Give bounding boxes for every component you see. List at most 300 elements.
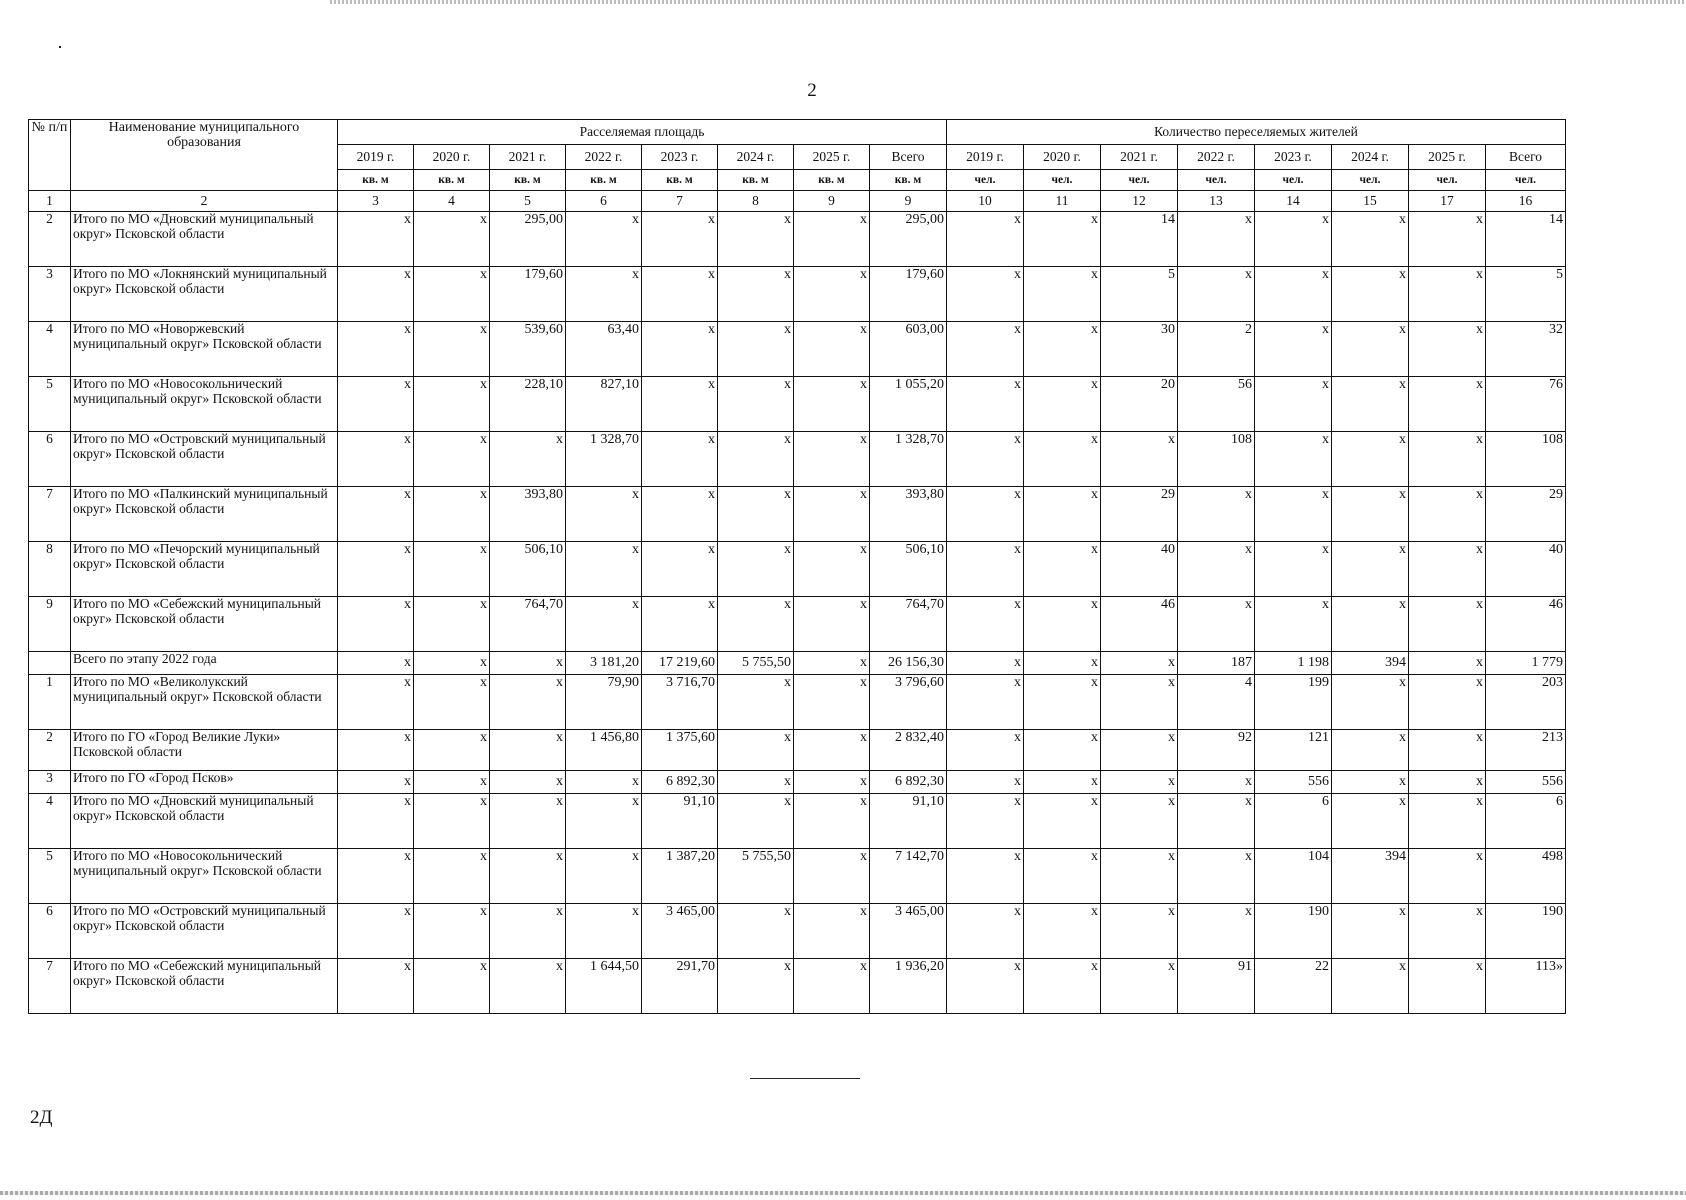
area-cell: 3 465,00 — [870, 904, 947, 959]
people-cell: 30 — [1101, 322, 1178, 377]
area-cell: x — [414, 959, 490, 1014]
people-cell: x — [947, 212, 1024, 267]
people-cell: x — [1024, 267, 1101, 322]
people-cell: x — [947, 487, 1024, 542]
area-cell: 6 892,30 — [870, 771, 947, 794]
header-col-index: 9 — [794, 191, 870, 212]
area-cell: 3 716,70 — [642, 675, 718, 730]
area-cell: x — [338, 212, 414, 267]
people-cell: x — [947, 794, 1024, 849]
people-cell: 5 — [1486, 267, 1566, 322]
people-cell: 20 — [1101, 377, 1178, 432]
header-num: № п/п — [29, 120, 71, 191]
area-cell: x — [718, 675, 794, 730]
area-cell: x — [642, 322, 718, 377]
area-cell: x — [718, 959, 794, 1014]
header-year-people: 2020 г. — [1024, 145, 1101, 170]
area-cell: x — [338, 487, 414, 542]
header-year-area: 2023 г. — [642, 145, 718, 170]
people-cell: 32 — [1486, 322, 1566, 377]
area-cell: x — [338, 675, 414, 730]
people-cell: 498 — [1486, 849, 1566, 904]
header-group-area: Расселяемая площадь — [338, 120, 947, 145]
people-cell: x — [1178, 904, 1255, 959]
people-cell: 40 — [1101, 542, 1178, 597]
people-cell: x — [1178, 849, 1255, 904]
people-cell: 6 — [1255, 794, 1332, 849]
area-cell: x — [490, 771, 566, 794]
area-cell: x — [414, 771, 490, 794]
header-unit-people: чел. — [1101, 170, 1178, 191]
people-cell: x — [1332, 730, 1409, 771]
area-cell: x — [642, 267, 718, 322]
area-cell: x — [490, 432, 566, 487]
people-cell: 1 779 — [1486, 652, 1566, 675]
people-cell: x — [1024, 377, 1101, 432]
people-cell: x — [1332, 542, 1409, 597]
area-cell: x — [566, 771, 642, 794]
municipality-name: Всего по этапу 2022 года — [71, 652, 338, 675]
header-col-index: 16 — [1486, 191, 1566, 212]
people-cell: x — [1332, 267, 1409, 322]
area-cell: 393,80 — [870, 487, 947, 542]
area-cell: x — [566, 849, 642, 904]
municipality-name: Итого по МО «Печорский муниципальный округ» Псковской области — [71, 542, 338, 597]
area-cell: x — [338, 322, 414, 377]
municipality-name: Итого по МО «Новоржевский муниципальный округ» Псковской области — [71, 322, 338, 377]
table-row — [29, 652, 1566, 675]
people-cell: x — [1101, 771, 1178, 794]
header-col-index: 11 — [1024, 191, 1101, 212]
people-cell: x — [1178, 487, 1255, 542]
people-cell: x — [1178, 542, 1255, 597]
people-cell: 14 — [1101, 212, 1178, 267]
row-number: 6 — [29, 904, 71, 959]
people-cell: 46 — [1486, 597, 1566, 652]
area-cell: x — [794, 652, 870, 675]
row-number: 3 — [29, 771, 71, 794]
row-number — [29, 652, 71, 675]
area-cell: x — [718, 794, 794, 849]
people-cell: x — [1255, 267, 1332, 322]
header-group-people: Количество переселяемых жителей — [947, 120, 1566, 145]
area-cell: x — [794, 771, 870, 794]
people-cell: 394 — [1332, 849, 1409, 904]
area-cell: 3 181,20 — [566, 652, 642, 675]
area-cell: 1 055,20 — [870, 377, 947, 432]
area-cell: x — [490, 652, 566, 675]
area-cell: x — [338, 771, 414, 794]
people-cell: x — [947, 849, 1024, 904]
municipality-name: Итого по МО «Себежский муниципальный округ» Псковской области — [71, 959, 338, 1014]
people-cell: x — [1255, 597, 1332, 652]
people-cell: x — [1024, 675, 1101, 730]
header-unit-area: кв. м — [870, 170, 947, 191]
people-cell: x — [947, 267, 1024, 322]
header-unit-people: чел. — [1024, 170, 1101, 191]
area-cell: x — [566, 267, 642, 322]
people-cell: 108 — [1486, 432, 1566, 487]
header-year-area: 2025 г. — [794, 145, 870, 170]
header-col-index: 8 — [718, 191, 794, 212]
area-cell: x — [794, 322, 870, 377]
area-cell: 1 644,50 — [566, 959, 642, 1014]
municipality-name: Итого по МО «Дновский муниципальный округ» Псковской области — [71, 212, 338, 267]
people-cell: x — [1255, 432, 1332, 487]
people-cell: x — [1024, 730, 1101, 771]
area-cell: 295,00 — [490, 212, 566, 267]
municipality-name: Итого по МО «Островский муниципальный округ» Псковской области — [71, 904, 338, 959]
people-cell: 29 — [1486, 487, 1566, 542]
people-cell: 113» — [1486, 959, 1566, 1014]
area-cell: 5 755,50 — [718, 652, 794, 675]
area-cell: x — [566, 542, 642, 597]
area-cell: x — [414, 432, 490, 487]
area-cell: 603,00 — [870, 322, 947, 377]
area-cell: x — [718, 212, 794, 267]
people-cell: x — [1024, 432, 1101, 487]
table-row — [29, 959, 1566, 1014]
header-unit-area: кв. м — [566, 170, 642, 191]
area-cell: x — [642, 377, 718, 432]
area-cell: x — [794, 904, 870, 959]
area-cell: x — [414, 212, 490, 267]
people-cell: x — [1409, 322, 1486, 377]
row-number: 6 — [29, 432, 71, 487]
area-cell: x — [338, 432, 414, 487]
header-year-people: 2023 г. — [1255, 145, 1332, 170]
area-cell: x — [642, 542, 718, 597]
header-col-index: 7 — [642, 191, 718, 212]
row-number: 9 — [29, 597, 71, 652]
header-col-index: 4 — [414, 191, 490, 212]
header-year-area: 2021 г. — [490, 145, 566, 170]
people-cell: x — [1024, 771, 1101, 794]
people-cell: 91 — [1178, 959, 1255, 1014]
area-cell: 764,70 — [490, 597, 566, 652]
people-cell: 203 — [1486, 675, 1566, 730]
area-cell: x — [642, 487, 718, 542]
people-cell: x — [1024, 849, 1101, 904]
area-cell: 3 796,60 — [870, 675, 947, 730]
people-cell: 56 — [1178, 377, 1255, 432]
area-cell: 7 142,70 — [870, 849, 947, 904]
area-cell: x — [414, 597, 490, 652]
people-cell: x — [947, 652, 1024, 675]
area-cell: x — [338, 794, 414, 849]
people-cell: 190 — [1255, 904, 1332, 959]
people-cell: x — [947, 432, 1024, 487]
header-col-index: 12 — [1101, 191, 1178, 212]
people-cell: x — [1332, 597, 1409, 652]
area-cell: 295,00 — [870, 212, 947, 267]
area-cell: x — [338, 904, 414, 959]
row-number: 1 — [29, 675, 71, 730]
area-cell: x — [718, 432, 794, 487]
table-row — [29, 794, 1566, 849]
area-cell: 1 375,60 — [642, 730, 718, 771]
area-cell: x — [414, 652, 490, 675]
header-col-index: 2 — [71, 191, 338, 212]
people-cell: x — [1024, 959, 1101, 1014]
row-number: 4 — [29, 322, 71, 377]
municipality-name: Итого по МО «Себежский муниципальный округ» Псковской области — [71, 597, 338, 652]
area-cell: x — [414, 267, 490, 322]
table-row — [29, 730, 1566, 771]
table-row — [29, 432, 1566, 487]
area-cell: 1 936,20 — [870, 959, 947, 1014]
people-cell: x — [1409, 377, 1486, 432]
header-name: Наименование муниципального образования — [71, 120, 338, 191]
area-cell: x — [338, 849, 414, 904]
document-stamp: 2Д — [30, 1107, 53, 1128]
people-cell: 4 — [1178, 675, 1255, 730]
header-col-index: 14 — [1255, 191, 1332, 212]
people-cell: x — [1409, 730, 1486, 771]
area-cell: x — [338, 377, 414, 432]
people-cell: 29 — [1101, 487, 1178, 542]
people-cell: x — [1101, 652, 1178, 675]
people-cell: x — [1332, 794, 1409, 849]
resettlement-table — [28, 119, 1566, 1014]
people-cell: x — [1332, 212, 1409, 267]
area-cell: x — [414, 542, 490, 597]
table-row — [29, 487, 1566, 542]
area-cell: x — [794, 267, 870, 322]
scan-speck — [59, 46, 61, 48]
area-cell: x — [794, 597, 870, 652]
people-cell: x — [1101, 730, 1178, 771]
people-cell: 2 — [1178, 322, 1255, 377]
people-cell: x — [1024, 794, 1101, 849]
area-cell: x — [338, 652, 414, 675]
row-number: 5 — [29, 377, 71, 432]
people-cell: x — [947, 771, 1024, 794]
municipality-name: Итого по МО «Палкинский муниципальный округ» Псковской области — [71, 487, 338, 542]
people-cell: 556 — [1486, 771, 1566, 794]
municipality-name: Итого по МО «Новосокольнический муниципальный округ» Псковской области — [71, 377, 338, 432]
people-cell: 187 — [1178, 652, 1255, 675]
people-cell: 394 — [1332, 652, 1409, 675]
area-cell: 1 328,70 — [566, 432, 642, 487]
people-cell: 104 — [1255, 849, 1332, 904]
area-cell: 91,10 — [870, 794, 947, 849]
people-cell: x — [1101, 794, 1178, 849]
people-cell: x — [1178, 212, 1255, 267]
header-unit-area: кв. м — [490, 170, 566, 191]
area-cell: 3 465,00 — [642, 904, 718, 959]
people-cell: x — [947, 959, 1024, 1014]
header-year-area: 2024 г. — [718, 145, 794, 170]
table-row — [29, 322, 1566, 377]
people-cell: x — [947, 377, 1024, 432]
area-cell: x — [718, 322, 794, 377]
header-year-people: Всего — [1486, 145, 1566, 170]
row-number: 7 — [29, 959, 71, 1014]
area-cell: 764,70 — [870, 597, 947, 652]
people-cell: 199 — [1255, 675, 1332, 730]
people-cell: x — [1409, 675, 1486, 730]
area-cell: x — [414, 487, 490, 542]
area-cell: 2 832,40 — [870, 730, 947, 771]
area-cell: 1 456,80 — [566, 730, 642, 771]
area-cell: x — [794, 849, 870, 904]
header-unit-people: чел. — [947, 170, 1024, 191]
area-cell: x — [414, 904, 490, 959]
people-cell: x — [1024, 322, 1101, 377]
area-cell: x — [718, 377, 794, 432]
table-row — [29, 542, 1566, 597]
area-cell: x — [794, 959, 870, 1014]
header-year-people: 2024 г. — [1332, 145, 1409, 170]
table-row — [29, 675, 1566, 730]
area-cell: x — [718, 771, 794, 794]
people-cell: x — [1255, 212, 1332, 267]
area-cell: x — [566, 794, 642, 849]
table-row — [29, 377, 1566, 432]
area-cell: x — [718, 542, 794, 597]
header-col-index: 15 — [1332, 191, 1409, 212]
people-cell: x — [1409, 849, 1486, 904]
table-row — [29, 904, 1566, 959]
area-cell: x — [642, 597, 718, 652]
people-cell: x — [1024, 652, 1101, 675]
table-row — [29, 849, 1566, 904]
area-cell: x — [414, 675, 490, 730]
people-cell: x — [1255, 322, 1332, 377]
people-cell: x — [1101, 849, 1178, 904]
people-cell: x — [1332, 771, 1409, 794]
people-cell: x — [1178, 794, 1255, 849]
area-cell: 79,90 — [566, 675, 642, 730]
area-cell: 506,10 — [490, 542, 566, 597]
header-col-index: 9 — [870, 191, 947, 212]
header-year-people: 2021 г. — [1101, 145, 1178, 170]
municipality-name: Итого по ГО «Город Псков» — [71, 771, 338, 794]
row-number: 8 — [29, 542, 71, 597]
area-cell: x — [794, 542, 870, 597]
header-year-people: 2019 г. — [947, 145, 1024, 170]
people-cell: x — [1409, 267, 1486, 322]
people-cell: x — [1409, 904, 1486, 959]
people-cell: 1 198 — [1255, 652, 1332, 675]
people-cell: x — [1101, 904, 1178, 959]
municipality-name: Итого по ГО «Город Великие Луки» Псковской области — [71, 730, 338, 771]
area-cell: x — [490, 849, 566, 904]
header-unit-people: чел. — [1409, 170, 1486, 191]
area-cell: x — [490, 675, 566, 730]
separator-line — [750, 1078, 860, 1079]
area-cell: x — [414, 730, 490, 771]
area-cell: x — [566, 904, 642, 959]
people-cell: 40 — [1486, 542, 1566, 597]
header-col-index: 5 — [490, 191, 566, 212]
area-cell: 6 892,30 — [642, 771, 718, 794]
people-cell: 14 — [1486, 212, 1566, 267]
people-cell: x — [947, 904, 1024, 959]
area-cell: x — [642, 432, 718, 487]
people-cell: x — [1101, 959, 1178, 1014]
area-cell: x — [718, 904, 794, 959]
area-cell: x — [794, 730, 870, 771]
people-cell: x — [1332, 432, 1409, 487]
area-cell: 17 219,60 — [642, 652, 718, 675]
row-number: 7 — [29, 487, 71, 542]
municipality-name: Итого по МО «Великолукский муниципальный округ» Псковской области — [71, 675, 338, 730]
people-cell: x — [1255, 377, 1332, 432]
area-cell: x — [794, 432, 870, 487]
people-cell: 108 — [1178, 432, 1255, 487]
area-cell: x — [338, 597, 414, 652]
scan-top-edge — [330, 0, 1686, 4]
header-unit-area: кв. м — [718, 170, 794, 191]
people-cell: x — [1255, 542, 1332, 597]
header-col-index: 3 — [338, 191, 414, 212]
area-cell: 393,80 — [490, 487, 566, 542]
area-cell: x — [794, 487, 870, 542]
area-cell: x — [414, 849, 490, 904]
people-cell: x — [1024, 904, 1101, 959]
header-unit-area: кв. м — [414, 170, 490, 191]
area-cell: x — [794, 675, 870, 730]
header-col-index: 6 — [566, 191, 642, 212]
area-cell: x — [490, 959, 566, 1014]
people-cell: x — [1024, 597, 1101, 652]
header-unit-people: чел. — [1255, 170, 1332, 191]
area-cell: x — [414, 322, 490, 377]
area-cell: x — [566, 212, 642, 267]
people-cell: 92 — [1178, 730, 1255, 771]
table-row — [29, 771, 1566, 794]
area-cell: 1 387,20 — [642, 849, 718, 904]
area-cell: x — [566, 487, 642, 542]
people-cell: x — [947, 322, 1024, 377]
area-cell: x — [490, 904, 566, 959]
people-cell: x — [1255, 487, 1332, 542]
people-cell: x — [947, 730, 1024, 771]
header-unit-people: чел. — [1486, 170, 1566, 191]
area-cell: x — [338, 730, 414, 771]
people-cell: x — [1409, 212, 1486, 267]
row-number: 3 — [29, 267, 71, 322]
people-cell: 213 — [1486, 730, 1566, 771]
area-cell: 228,10 — [490, 377, 566, 432]
people-cell: x — [1409, 542, 1486, 597]
people-cell: x — [1332, 487, 1409, 542]
people-cell: 556 — [1255, 771, 1332, 794]
header-col-index: 17 — [1409, 191, 1486, 212]
people-cell: x — [1024, 542, 1101, 597]
people-cell: x — [1101, 432, 1178, 487]
header-unit-people: чел. — [1332, 170, 1409, 191]
header-col-index: 10 — [947, 191, 1024, 212]
row-number: 5 — [29, 849, 71, 904]
people-cell: x — [1332, 322, 1409, 377]
row-number: 2 — [29, 730, 71, 771]
header-year-people: 2025 г. — [1409, 145, 1486, 170]
people-cell: 46 — [1101, 597, 1178, 652]
people-cell: 190 — [1486, 904, 1566, 959]
people-cell: x — [1178, 771, 1255, 794]
municipality-name: Итого по МО «Новосокольнический муниципальный округ» Псковской области — [71, 849, 338, 904]
area-cell: x — [794, 212, 870, 267]
area-cell: x — [718, 487, 794, 542]
people-cell: 76 — [1486, 377, 1566, 432]
people-cell: 22 — [1255, 959, 1332, 1014]
header-year-area: 2022 г. — [566, 145, 642, 170]
municipality-name: Итого по МО «Дновский муниципальный округ» Псковской области — [71, 794, 338, 849]
area-cell: x — [794, 377, 870, 432]
